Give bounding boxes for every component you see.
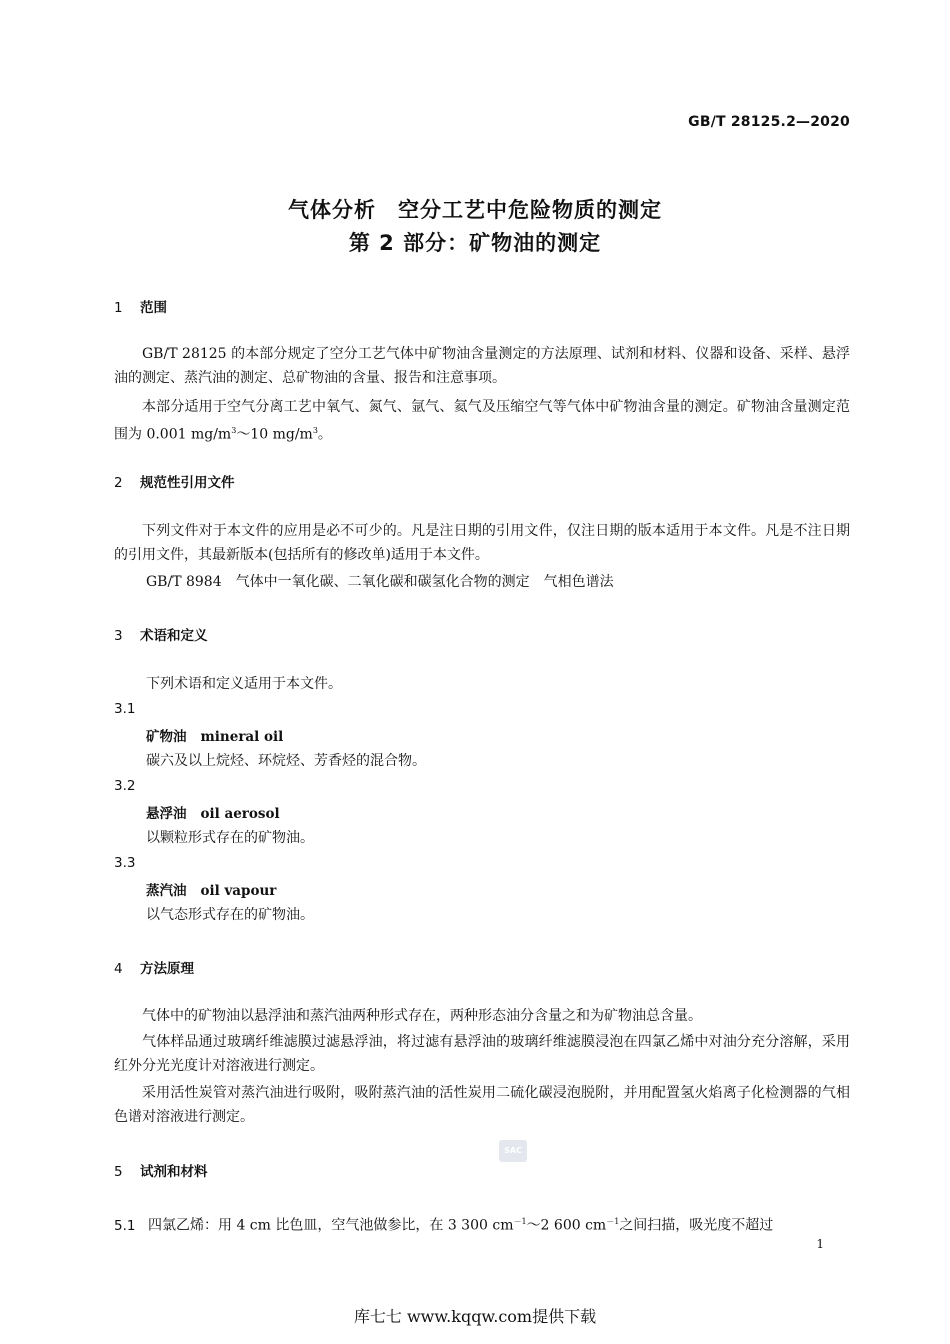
section-3-intro: 下列术语和定义适用于本文件。 xyxy=(146,676,342,692)
section-4-paragraph-1: 气体中的矿物油以悬浮油和蒸汽油两种形式存在，两种形态油分含量之和为矿物油总含量。 xyxy=(142,1008,702,1024)
page-number: 1 xyxy=(816,1237,824,1251)
section-number: 3 xyxy=(114,628,123,644)
term-cn: 矿物油 xyxy=(146,729,187,745)
section-title: 范围 xyxy=(140,300,167,316)
section-4-paragraph-2: 气体样品通过玻璃纤维滤膜过滤悬浮油，将过滤有悬浮油的玻璃纤维滤膜浸泡在四氯乙烯中对油分充分溶解，采用红外分光光度计对溶液进行测定。 xyxy=(114,1034,850,1074)
term-heading xyxy=(146,725,283,745)
section-number: 4 xyxy=(114,961,123,977)
superscript: 3 xyxy=(231,426,237,435)
term-heading xyxy=(146,802,280,822)
section-title: 试剂和材料 xyxy=(140,1164,208,1180)
term-en: oil vapour xyxy=(200,883,277,899)
document-title-line2: 第 2 部分：矿物油的测定 xyxy=(348,231,602,255)
text-run: 之间扫描，吸光度不超过 xyxy=(619,1217,774,1234)
section-number: 2 xyxy=(114,475,123,491)
section-title: 术语和定义 xyxy=(140,628,208,644)
text-run: ～2 600 cm xyxy=(526,1217,607,1234)
term-number: 3.2 xyxy=(114,778,136,794)
text-run: 四氯乙烯：用 4 cm 比色皿，空气池做参比，在 3 300 cm xyxy=(148,1217,514,1234)
term-number: 3.3 xyxy=(114,855,136,871)
section-5-heading xyxy=(114,1160,208,1180)
section-title: 规范性引用文件 xyxy=(140,475,235,491)
term-definition: 以气态形式存在的矿物油。 xyxy=(146,907,314,923)
section-1-heading xyxy=(114,296,167,316)
superscript: 3 xyxy=(312,426,318,435)
section-title: 方法原理 xyxy=(140,961,194,977)
superscript: －1 xyxy=(606,1217,620,1226)
section-2-paragraph-1: 下列文件对于本文件的应用是必不可少的。凡是注日期的引用文件，仅注日期的版本适用于本文件。凡是不注日期的引用文件，其最新版本(包括所有的修改单)适用于本文件。 xyxy=(114,523,850,563)
term-en: oil aerosol xyxy=(200,806,280,822)
term-heading xyxy=(146,879,276,899)
item-5-1 xyxy=(114,1210,850,1238)
superscript: －1 xyxy=(513,1217,527,1226)
section-2-heading xyxy=(114,471,235,491)
term-definition: 以颗粒形式存在的矿物油。 xyxy=(146,830,314,846)
document-title-line1: 气体分析 空分工艺中危险物质的测定 xyxy=(288,198,662,222)
sac-watermark-logo: SAC xyxy=(499,1140,527,1162)
term-definition: 碳六及以上烷烃、环烷烃、芳香烃的混合物。 xyxy=(146,753,426,769)
term-cn: 蒸汽油 xyxy=(146,883,187,899)
term-en: mineral oil xyxy=(200,729,284,745)
text-run: 。 xyxy=(317,426,332,443)
footer-download-notice: 库七七 www.kqqw.com提供下载 xyxy=(353,1307,597,1326)
section-1-paragraph-1: GB/T 28125 的本部分规定了空分工艺气体中矿物油含量测定的方法原理、试剂和材料、仪器和设备、采样、悬浮油的测定、蒸汽油的测定、总矿物油的含量、报告和注意事项。 xyxy=(114,346,850,386)
section-4-heading xyxy=(114,957,194,977)
normative-reference: GB/T 8984 气体中一氧化碳、二氧化碳和碳氢化合物的测定 气相色谱法 xyxy=(146,574,614,590)
section-3-heading xyxy=(114,624,208,644)
section-number: 5 xyxy=(114,1164,123,1180)
term-cn: 悬浮油 xyxy=(146,806,187,822)
text-run: 本部分适用于空气分离工艺中氧气、氮气、氩气、氦气及压缩空气等气体中矿物油含量的测定。矿物油含量测定范围为 0.001 mg/m xyxy=(114,399,850,443)
section-number: 1 xyxy=(114,300,123,316)
section-1-paragraph-2 xyxy=(114,395,850,447)
text-run: ～10 mg/m xyxy=(236,426,313,443)
section-4-paragraph-3: 采用活性炭管对蒸汽油进行吸附，吸附蒸汽油的活性炭用二硫化碳浸泡脱附，并用配置氢火焰离子化检测器的气相色谱对溶液进行测定。 xyxy=(114,1085,850,1125)
item-number: 5.1 xyxy=(114,1217,136,1234)
term-number: 3.1 xyxy=(114,701,136,717)
standard-code: GB/T 28125.2—2020 xyxy=(688,114,850,130)
